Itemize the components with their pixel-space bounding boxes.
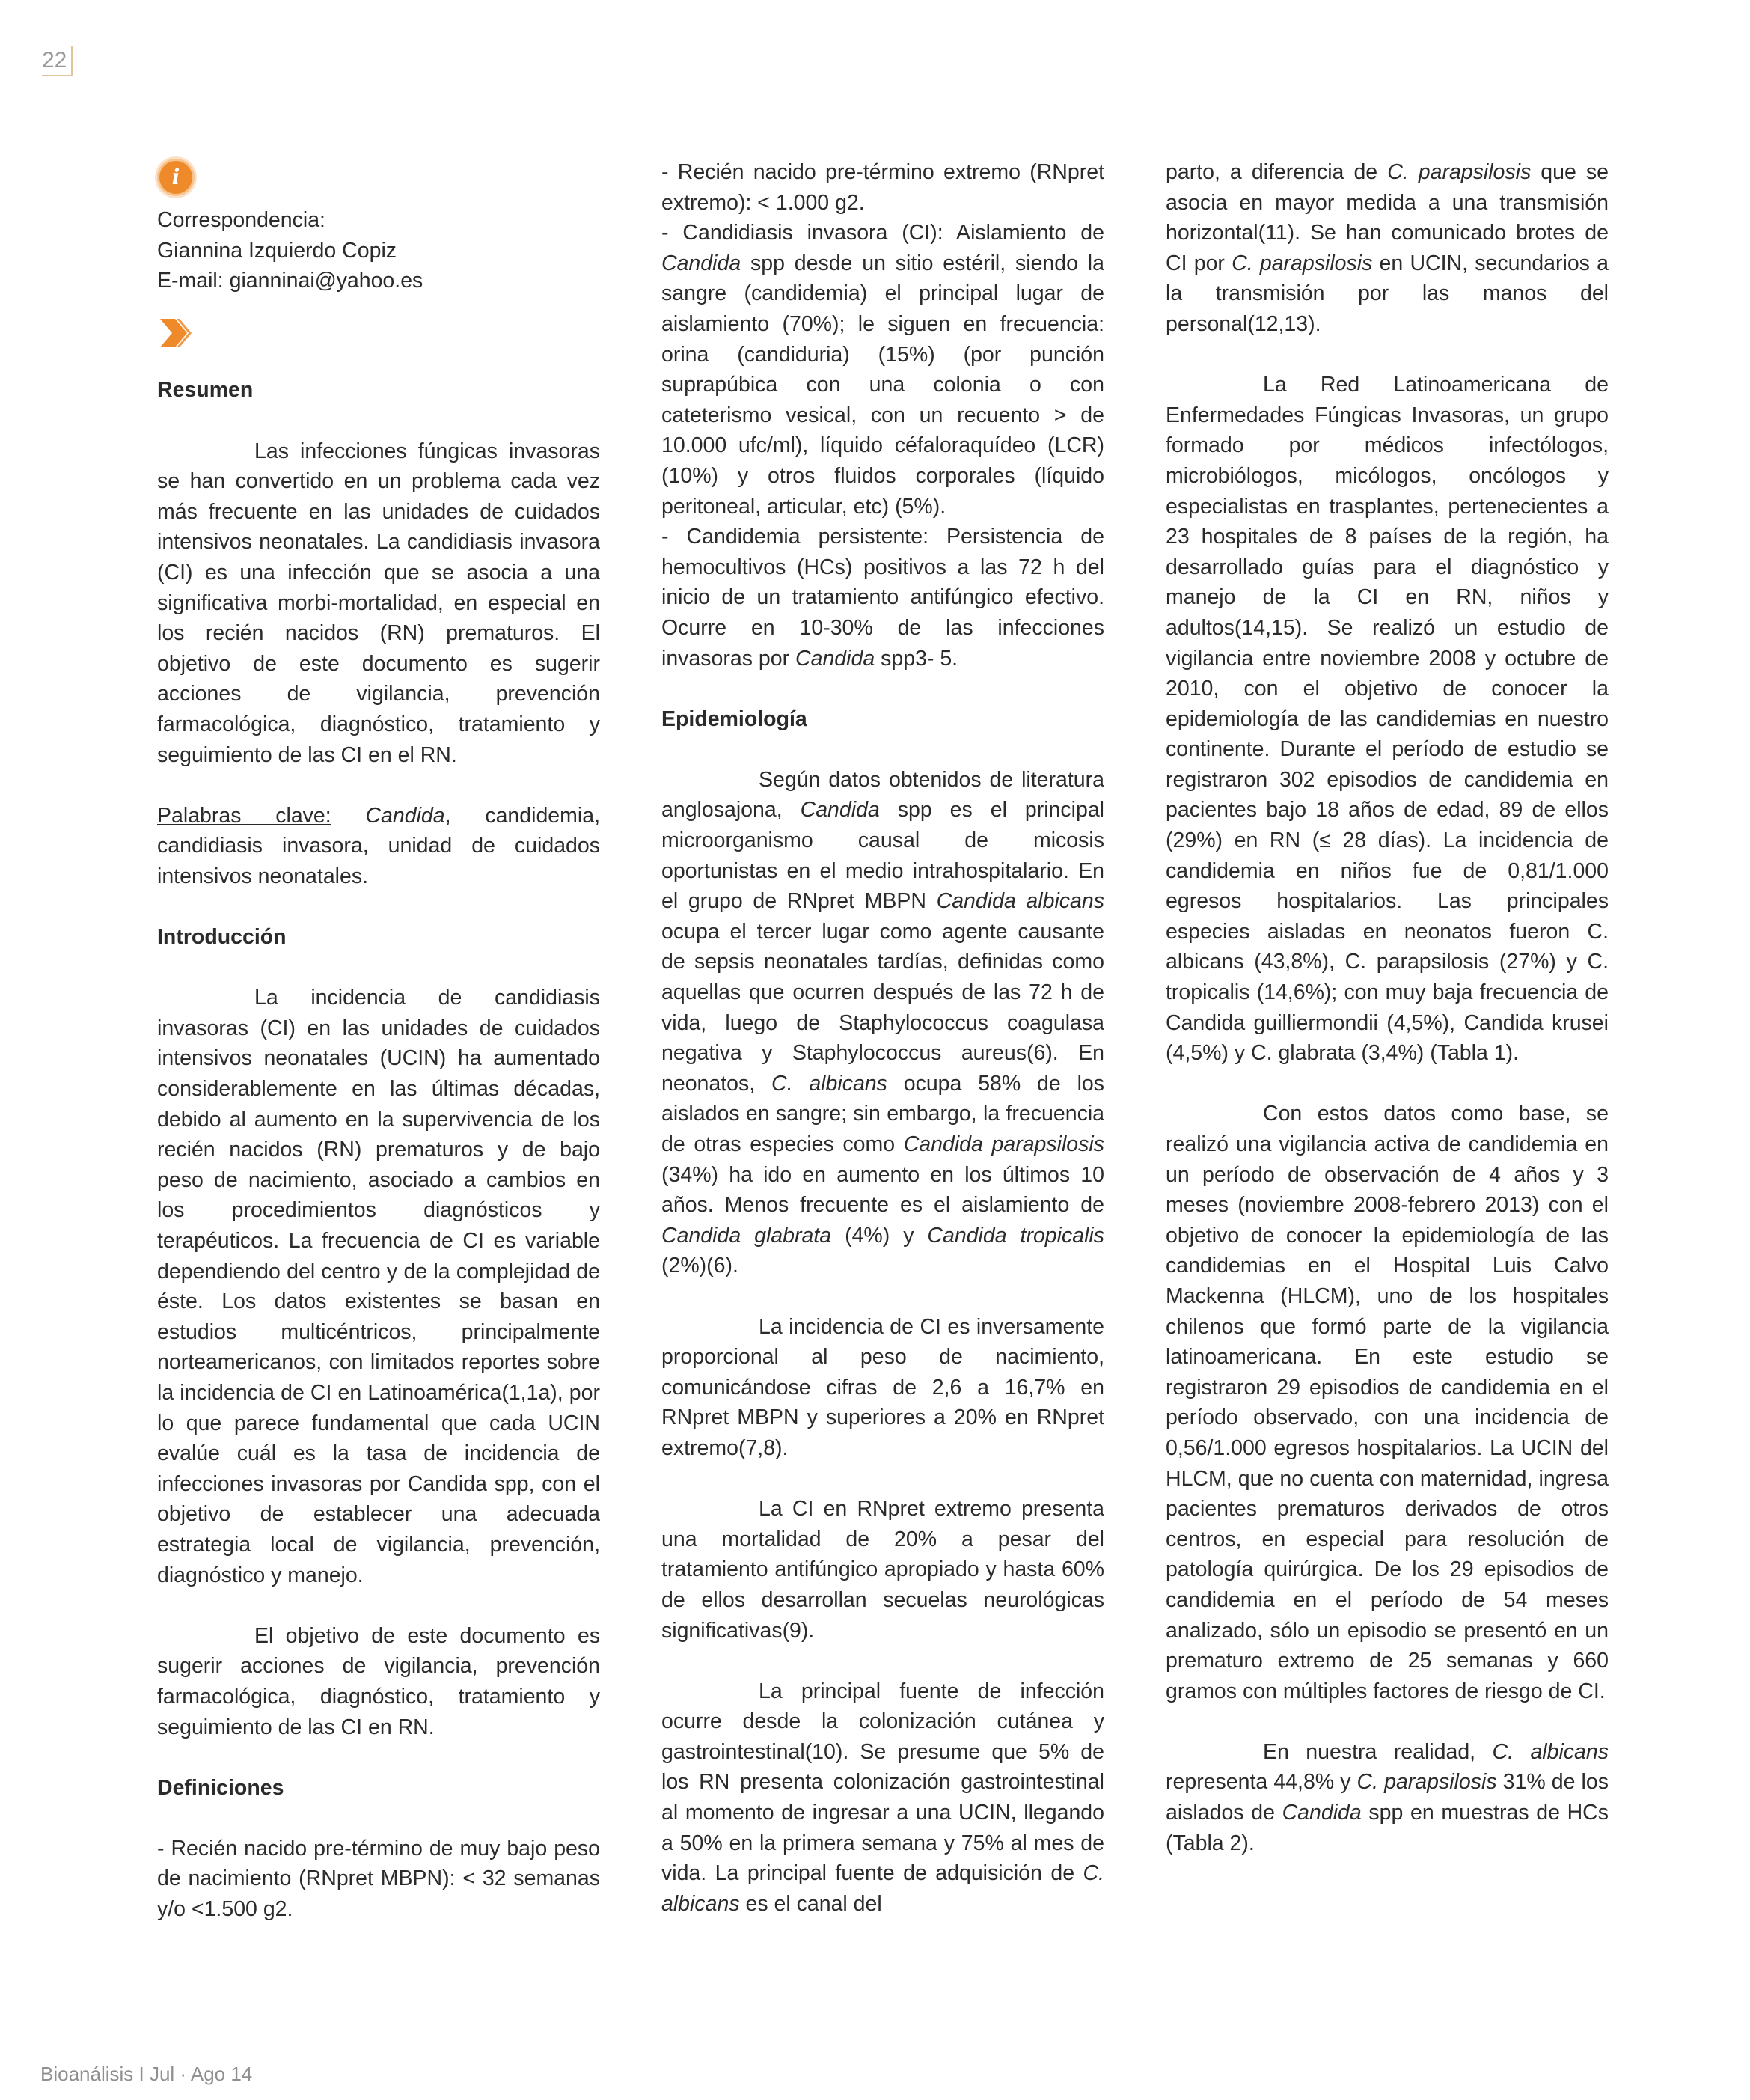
- epidemiology-paragraph-2: La incidencia de CI es inversamente proporcional al peso de nacimiento, comunicándose cifras de 2,6 a 16,7% en RNpret MBPN y superiores a 20% en RNpret extremo(7,8).: [661, 1314, 1104, 1460]
- definitions-heading: Definiciones: [157, 1775, 284, 1800]
- col3-paragraph-4: En nuestra realidad, C. albicans representa 44,8% y C. parapsilosis 31% de los aislados de Candida spp en muestras de HCs (Tabla 2).: [1166, 1739, 1609, 1855]
- col3-paragraph-1: parto, a diferencia de C. parapsilosis que se asocia en mayor medida a una transmisión horizontal(11). Se han comunicado brotes de CI por C. parapsilosis en UCIN, secundarios a la transmisión por las manos del personal(12,13).: [1166, 160, 1609, 336]
- intro-text: La incidencia de candidiasis invasoras (CI) en las unidades de cuidados intensivos neonatales (UCIN) ha aumentado considerablemente en las últimas décadas, debido al aumento en la supervivencia de los recién nacidos (RN) prematuros y de bajo peso de nacimiento, asociado a cambios en los procedimientos diagnósticos y terapéuticos. La frecuencia de CI es variable dependiendo del centro y de la complejidad de éste. Los datos existentes se basan en estudios multicéntricos, principalmente norteamericanos, con limitados reportes sobre la incidencia de CI en Latinoamérica(1,1a), por lo que parece fundamental que cada UCIN evalúe cuál es la tasa de incidencia de infecciones invasoras por Candida spp, con el objetivo de establecer una adecuada estrategia local de vigilancia, prevención, diagnóstico y manejo.: [157, 986, 600, 1587]
- epidemiology-paragraph-1: Según datos obtenidos de literatura anglosajona, Candida spp es el principal microorganismo causal de micosis oportunistas en el medio intrahospitalario. En el grupo de RNpret MBPN Candida albicans ocupa el tercer lugar como agente causante de sepsis neonatales tardías, definidas como aquellas que ocurren después de las 72 h de vida, luego de Staphylococcus coagulasa negativa y Staphylococcus aureus(6). En neonatos, C. albicans ocupa 58% de los aislados en sangre; sin embargo, la frecuencia de otras especies como Candida parapsilosis (34%) ha ido en aumento en los últimos 10 años. Menos frecuente es el aislamiento de Candida glabrata (4%) y Candida tropicalis (2%)(6).: [661, 767, 1105, 1278]
- epidemiology-paragraph-4: La principal fuente de infección ocurre desde la colonización cutánea y gastrointestinal(10). Se presume que 5% de los RN presenta colonización gastrointestinal al momento de ingresar a una UCIN, llegando a 50% en la primera semana y 75% al mes de vida. La principal fuente de adquisición de C. albicans es el canal del: [661, 1679, 1104, 1916]
- correspondence-email: E-mail: gianninai@yahoo.es: [157, 269, 423, 293]
- page-number: 22: [42, 46, 73, 76]
- keywords-label: Palabras clave:: [157, 803, 331, 828]
- keywords-rest: , candidemia, candidiasis invasora, unidad de cuidados intensivos neonatales.: [157, 803, 600, 888]
- correspondence-label: Correspondencia:: [157, 208, 325, 232]
- definition-2: - Recién nacido pre-término extremo (RNpret extremo): < 1.000 g2.: [661, 160, 1104, 215]
- intro-heading: Introducción: [157, 925, 287, 950]
- column-2: [661, 157, 1104, 1919]
- resumen-heading: Resumen: [157, 378, 254, 403]
- epidemiology-heading: Epidemiología: [661, 706, 807, 731]
- objective-text: El objetivo de este documento es sugerir acciones de vigilancia, prevención farmacológica, diagnóstico, tratamiento y seguimiento de las CI en RN.: [157, 1623, 600, 1739]
- definition-1: - Recién nacido pre-término de muy bajo peso de nacimiento (RNpret MBPN): < 32 semanas y/o <1.500 g2.: [157, 1836, 600, 1922]
- column-3: [1166, 157, 1609, 1858]
- correspondence-name: Giannina Izquierdo Copiz: [157, 238, 397, 263]
- page-footer: Bioanálisis I Jul · Ago 14: [40, 2063, 253, 2085]
- resumen-text: Las infecciones fúngicas invasoras se han convertido en un problema cada vez más frecuente en las unidades de cuidados intensivos neonatales. La candidiasis invasora (CI) es una infección que se asocia a una significativa morbi-mortalidad, en especial en los recién nacidos (RN) prematuros. El objetivo de este documento es sugerir acciones de vigilancia, prevención farmacológica, diagnóstico, tratamiento y seguimiento de las CI en el RN.: [157, 439, 600, 767]
- col3-paragraph-3: Con estos datos como base, se realizó una vigilancia activa de candidemia en un período de observación de 4 años y 3 meses (noviembre 2008-febrero 2013) con el objetivo de conocer la epidemiología de las candidemias en el Hospital Luis Calvo Mackenna (HLCM), uno de los hospitales chilenos que formó parte de la vigilancia latinoamericana. En este estudio se registraron 29 episodios de candidemia en el período observado, con una incidencia de 0,56/1.000 egresos hospitalarios. La UCIN del HLCM, que no cuenta con maternidad, ingresa pacientes prematuros derivados de otros centros, en especial para resolución de patología quirúrgica. De los 29 episodios de candidemia en el período de 54 meses analizado, sólo un episodio se presentó en un prematuro extremo de 25 semanas y 660 gramos con múltiples factores de riesgo de CI.: [1166, 1102, 1609, 1703]
- column-1: [157, 159, 600, 1925]
- keywords: [157, 801, 600, 892]
- epidemiology-paragraph-3: La CI en RNpret extremo presenta una mortalidad de 20% a pesar del tratamiento antifúngico apropiado y hasta 60% de ellos desarrollan secuelas neurológicas significativas(9).: [661, 1497, 1104, 1643]
- definition-4: - Candidemia persistente: Persistencia de hemocultivos (HCs) positivos a las 72 h del inicio de un tratamiento antifúngico efectivo. Ocurre en 10-30% de las infecciones invasoras por Candida spp3- 5.: [661, 525, 1104, 671]
- keywords-italic: Candida: [365, 803, 445, 828]
- definition-3: - Candidiasis invasora (CI): Aislamiento de Candida spp desde un sitio estéril, siendo la sangre (candidemia) el principal lugar de aislamiento (70%); le siguen en frecuencia: orina (candiduria) (15%) (por punción suprapúbica con una colonia o con cateterismo vesical, con un recuento > de 10.000 ufc/ml), líquido céfaloraquídeo (LCR) (10%) y otros fluidos corporales (líquido peritoneal, articular, etc) (5%).: [661, 221, 1104, 519]
- info-icon: i: [157, 159, 195, 196]
- col3-paragraph-2: La Red Latinoamericana de Enfermedades Fúngicas Invasoras, un grupo formado por médicos infectólogos, microbiólogos, micólogos, oncólogos y especialistas en trasplantes, pertenecientes a 23 hospitales de 8 países de la región, ha desarrollado guías para el diagnóstico y manejo de la CI en RN, niños y adultos(14,15). Se realizó un estudio de vigilancia entre noviembre 2008 y octubre de 2010, con el objetivo de conocer la epidemiología de las candidemias en nuestro continente. Durante el período de estudio se registraron 302 episodios de candidemia en pacientes bajo 18 años de edad, 89 de ellos (29%) en RN (≤ 28 días). La incidencia de candidemia en niños fue de 0,81/1.000 egresos hospitalarios. Las principales especies aisladas en neonatos fueron C. albicans (43,8%), C. parapsilosis (27%) y C. tropicalis (14,6%); con muy baja frecuencia de Candida guilliermondii (4,5%), Candida krusei (4,5%) y C. glabrata (3,4%) (Tabla 1).: [1166, 373, 1609, 1066]
- chevron-arrow-icon: [157, 314, 195, 352]
